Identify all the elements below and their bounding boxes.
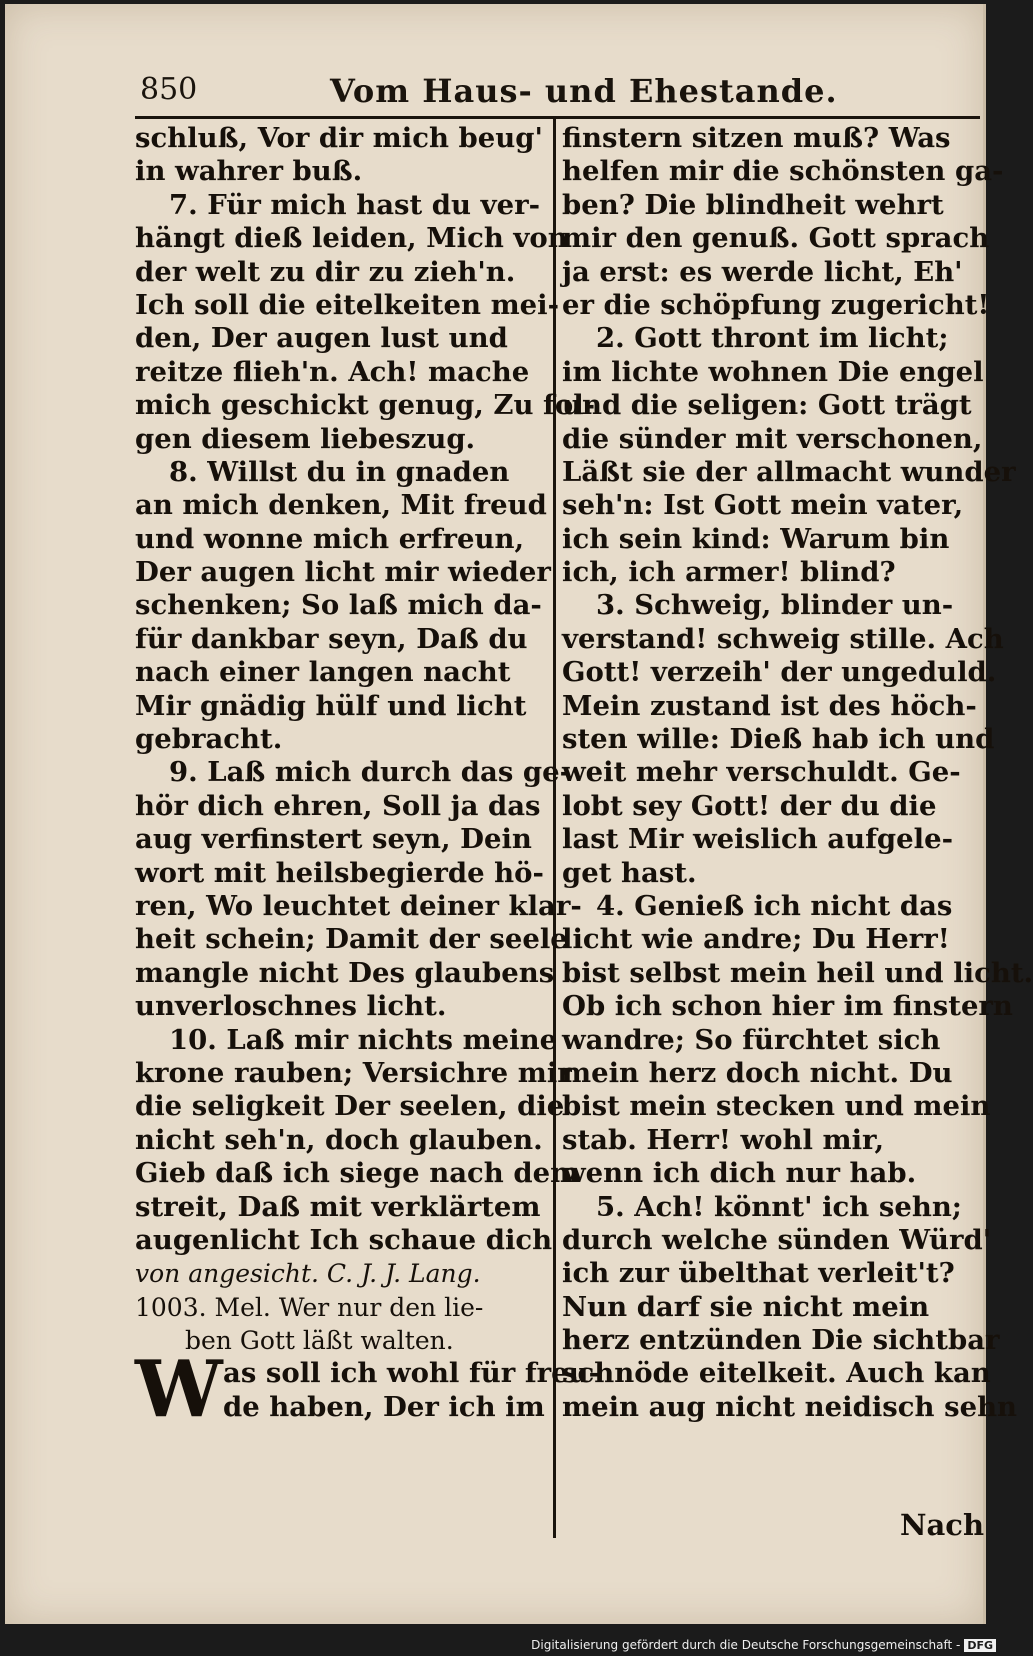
right-column-text-line: licht wie andre; Du Herr! (562, 923, 950, 956)
left-column-text-line: 8. Willst du in gnaden (169, 455, 510, 488)
left-column-text-line: mangle nicht Des glaubens (135, 956, 555, 989)
left-column-text-line: streit, Daß mit verklärtem (135, 1190, 541, 1223)
right-column-text-line: herz entzünden Die sichtbar (562, 1324, 1000, 1357)
digitization-footer (531, 1638, 996, 1652)
right-column-text-line: 2. Gott thront im licht; (596, 322, 949, 355)
right-column-text-line: bist selbst mein heil und licht. (562, 956, 1033, 989)
right-column-text-line: er die schöpfung zugericht! (562, 288, 990, 321)
right-column-text-line: helfen mir die schönsten ga- (562, 155, 1004, 188)
right-column-text-line: die sünder mit verschonen, (562, 422, 983, 455)
right-column-text-line: ich sein kind: Warum bin (562, 522, 950, 555)
left-column-text-line: Der augen licht mir wieder (135, 556, 551, 589)
right-column-text-line: im lichte wohnen Die engel (562, 355, 984, 388)
right-column-text-line: seh'n: Ist Gott mein vater, (562, 489, 964, 522)
page-number: 850 (140, 72, 198, 107)
left-column-text-line: unverloschnes licht. (135, 990, 447, 1023)
left-column-text-line: krone rauben; Versichre mir (135, 1056, 572, 1089)
right-column-text-line: 5. Ach! könnt' ich sehn; (596, 1190, 962, 1223)
left-column-text-line: wort mit heilsbegierde hö- (135, 856, 544, 889)
right-column-text-line: bist mein stecken und mein (562, 1090, 991, 1123)
right-column-text-line: mir den genuß. Gott sprach (562, 222, 990, 255)
right-column-text-line: mein herz doch nicht. Du (562, 1056, 953, 1089)
right-column-text-line: lobt sey Gott! der du die (562, 789, 937, 822)
opening-line-1: as soll ich wohl für freu- (223, 1357, 601, 1390)
author-attribution: von angesicht. C. J. J. Lang. (135, 1259, 481, 1289)
header-rule (135, 116, 980, 119)
right-column-text-line: weit mehr verschuldt. Ge- (562, 756, 961, 789)
left-column-text-line: 10. Laß mir nichts meine (169, 1023, 558, 1056)
left-column-text-line: gebracht. (135, 723, 283, 756)
left-column-text-line: reitze flieh'n. Ach! mache (135, 355, 530, 388)
right-column-text-line: durch welche sünden Würd' (562, 1223, 992, 1256)
left-column-text-line: gen diesem liebeszug. (135, 422, 476, 455)
melody-text: Mel. Wer nur den lie- (214, 1292, 484, 1322)
right-column-text-line: Gott! verzeih' der ungeduld. (562, 656, 997, 689)
left-column-text-line: in wahrer buß. (135, 155, 363, 188)
right-column-text-line: Ob ich schon hier im finstern (562, 990, 1013, 1023)
left-column-lines (135, 122, 596, 1257)
right-column-text-line: wandre; So fürchtet sich (562, 1023, 941, 1056)
drop-cap-letter: W (135, 1344, 223, 1436)
footer-text: Digitalisierung gefördert durch die Deutsche Forschungsgemeinschaft - (531, 1638, 961, 1652)
right-column-text-line: ben? Die blindheit wehrt (562, 188, 944, 221)
right-column-text-line: Nun darf sie nicht mein (562, 1290, 930, 1323)
left-column-text-line: den, Der augen lust und (135, 322, 508, 355)
right-column-lines (562, 122, 1033, 1424)
left-column-text-line: aug verfinstert seyn, Dein (135, 823, 532, 856)
running-title: Vom Haus- und Ehestande. (330, 72, 838, 110)
opening-line-2: de haben, Der ich im (223, 1390, 545, 1423)
left-column-text-line: Mir gnädig hülf und licht (135, 689, 527, 722)
column-divider (553, 118, 556, 1538)
left-column-text-line: hängt dieß leiden, Mich von (135, 222, 568, 255)
right-column-text-line: Läßt sie der allmacht wunder (562, 455, 1016, 488)
right-column-text-line: get hast. (562, 856, 697, 889)
dfg-logo: DFG (964, 1639, 996, 1652)
left-column (135, 122, 601, 1436)
left-column-text-line: an mich denken, Mit freud (135, 489, 547, 522)
left-column-text-line: und wonne mich erfreun, (135, 522, 525, 555)
hymn-opening (135, 1344, 601, 1436)
right-column-text-line: ich, ich armer! blind? (562, 556, 896, 589)
right-column-text-line: stab. Herr! wohl mir, (562, 1123, 885, 1156)
hymn-number: 1003. (135, 1292, 207, 1322)
left-column-text-line: augenlicht Ich schaue dich (135, 1223, 553, 1256)
right-column-text-line: finstern sitzen muß? Was (562, 122, 951, 154)
right-column-text-line: last Mir weislich aufgele- (562, 823, 954, 856)
melody-line (135, 1291, 547, 1324)
left-column-text-line: 7. Für mich hast du ver- (169, 188, 540, 221)
right-column-text-line: ja erst: es werde licht, Eh' (562, 255, 963, 288)
left-column-text-line: die seligkeit Der seelen, die (135, 1090, 565, 1123)
left-column-text-line: mich geschickt genug, Zu fol- (135, 389, 596, 422)
left-column-text-line: nach einer langen nacht (135, 656, 511, 689)
left-column-text-line: schluß, Vor dir mich beug' (135, 122, 543, 154)
left-column-text-line: der welt zu dir zu zieh'n. (135, 255, 516, 288)
melody-line-continued: ben Gott läßt walten. (185, 1326, 454, 1356)
left-column-text-line: ren, Wo leuchtet deiner klar- (135, 889, 582, 922)
left-column-text-line: Ich soll die eitelkeiten mei- (135, 288, 560, 321)
left-column-text-line: Gieb daß ich siege nach dem (135, 1157, 580, 1190)
right-column-text-line: ich zur übelthat verleit't? (562, 1257, 955, 1290)
right-column-text-line: verstand! schweig stille. Ach (562, 622, 1004, 655)
page-header (140, 72, 980, 112)
left-column-text-line: nicht seh'n, doch glauben. (135, 1123, 543, 1156)
right-column-text-line: mein aug nicht neidisch sehn (562, 1390, 1018, 1423)
left-column-text-line: heit schein; Damit der seele (135, 923, 568, 956)
right-column-text-line: Mein zustand ist des höch- (562, 689, 977, 722)
right-column-text-line: 4. Genieß ich nicht das (596, 889, 953, 922)
right-column-text-line: sten wille: Dieß hab ich und (562, 723, 995, 756)
right-column-text-line: schnöde eitelkeit. Auch kan (562, 1357, 991, 1390)
right-column (562, 122, 1033, 1424)
left-column-text-line: hör dich ehren, Soll ja das (135, 789, 541, 822)
right-column-text-line: 3. Schweig, blinder un- (596, 589, 954, 622)
right-column-text-line: wenn ich dich nur hab. (562, 1157, 917, 1190)
left-column-text-line: schenken; So laß mich da- (135, 589, 542, 622)
left-column-text-line: 9. Laß mich durch das ge- (169, 756, 572, 789)
catchword: Nach (900, 1508, 985, 1542)
left-column-text-line: für dankbar seyn, Daß du (135, 622, 528, 655)
right-column-text-line: und die seligen: Gott trägt (562, 389, 972, 422)
